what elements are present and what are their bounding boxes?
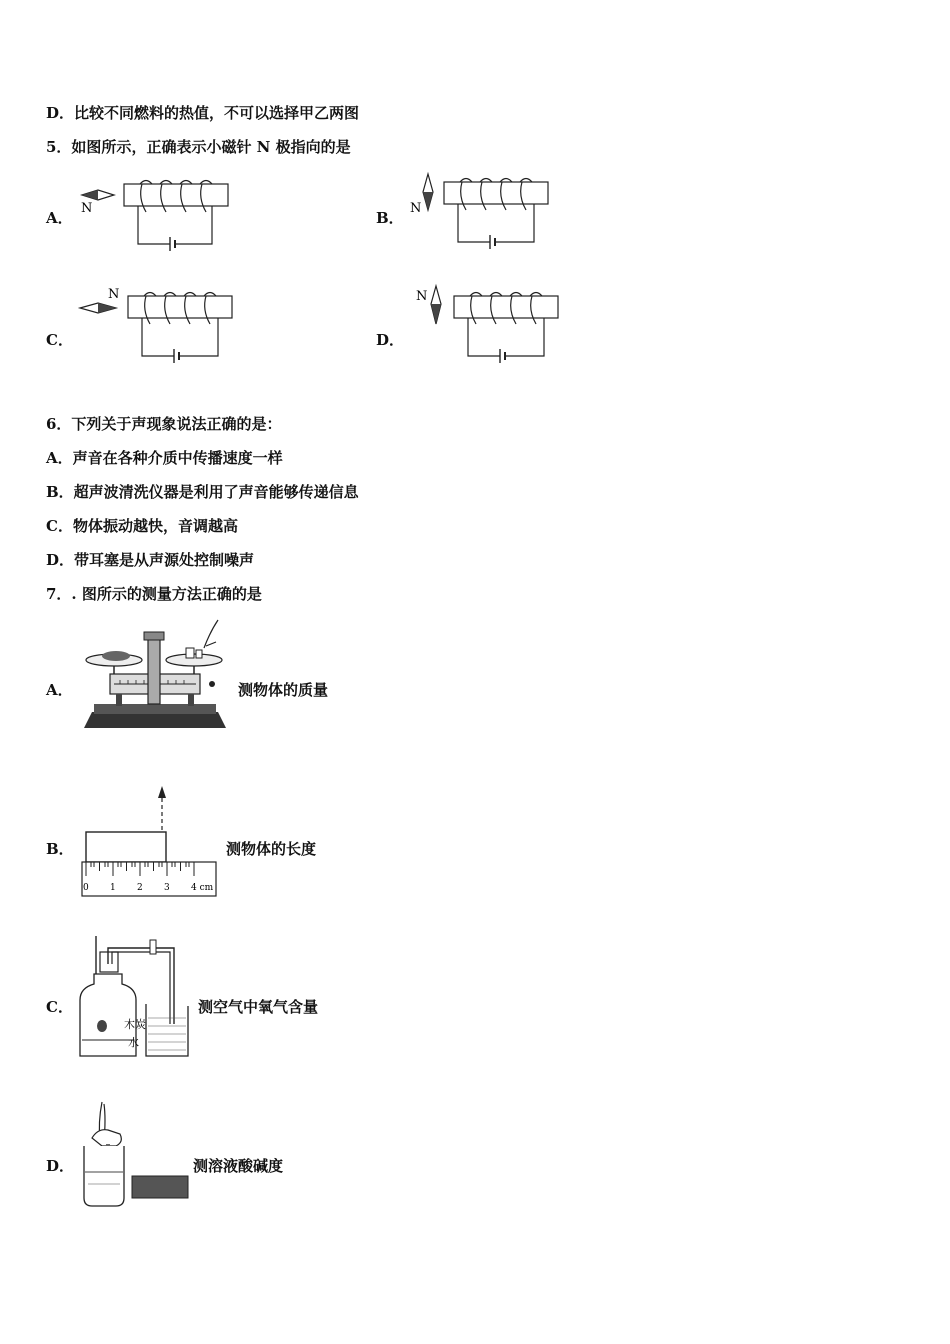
- ruler-tick-1: 1: [110, 883, 116, 893]
- q5-option-c-label: C．: [46, 331, 73, 349]
- charcoal-label: 木炭: [124, 1018, 146, 1031]
- q7-a-caption: 测物体的质量: [238, 681, 329, 699]
- water-label: 水: [128, 1036, 139, 1049]
- q5-stem: 5．如图所示，正确表示小磁针 N 极指向的是: [46, 138, 351, 156]
- balance-scale-figure: [80, 616, 230, 734]
- ruler-tick-2: 2: [137, 883, 143, 893]
- oxygen-apparatus-figure: [76, 934, 200, 1060]
- q6-option-a: A．声音在各种介质中传播速度一样: [46, 449, 283, 467]
- q7-option-d-label: D．: [46, 1157, 75, 1175]
- ruler-figure: [80, 780, 220, 900]
- q5-a-coil-figure: [78, 178, 238, 253]
- q5-d-coil-figure: [414, 282, 574, 364]
- q7-option-b-label: B．: [46, 840, 74, 858]
- q5-c-pole-label: N: [108, 287, 120, 302]
- ruler-tick-4: 4 cm: [191, 883, 214, 893]
- q6-stem: 6．下列关于声现象说法正确的是：: [46, 415, 282, 433]
- q7-option-c-label: C．: [46, 998, 73, 1016]
- ruler-tick-3: 3: [164, 883, 170, 893]
- q7-c-caption: 测空气中氧气含量: [198, 998, 319, 1016]
- q6-option-d: D．带耳塞是从声源处控制噪声: [46, 551, 255, 569]
- q5-b-pole-label: N: [410, 201, 422, 216]
- q6-option-c: C．物体振动越快，音调越高: [46, 517, 238, 535]
- q5-option-b-label: B．: [376, 209, 404, 227]
- q7-stem: 7．. 图所示的测量方法正确的是: [46, 585, 262, 603]
- q7-b-caption: 测物体的长度: [226, 840, 317, 858]
- q5-c-coil-figure: [78, 284, 238, 364]
- ruler-tick-0: 0: [83, 883, 89, 893]
- q4-option-d: D．比较不同燃料的热值，不可以选择甲乙两图: [46, 104, 360, 122]
- q6-option-b: B．超声波清洗仪器是利用了声音能够传递信息: [46, 483, 359, 501]
- q7-option-a-label: A．: [46, 681, 73, 699]
- ph-test-figure: [78, 1098, 192, 1210]
- q7-d-caption: 测溶液酸碱度: [193, 1157, 284, 1175]
- q5-b-coil-figure: [408, 172, 568, 254]
- q5-a-pole-label: N: [81, 201, 93, 216]
- q5-d-pole-label: N: [416, 289, 428, 304]
- q5-option-d-label: D．: [376, 331, 405, 349]
- q5-option-a-label: A．: [46, 209, 73, 227]
